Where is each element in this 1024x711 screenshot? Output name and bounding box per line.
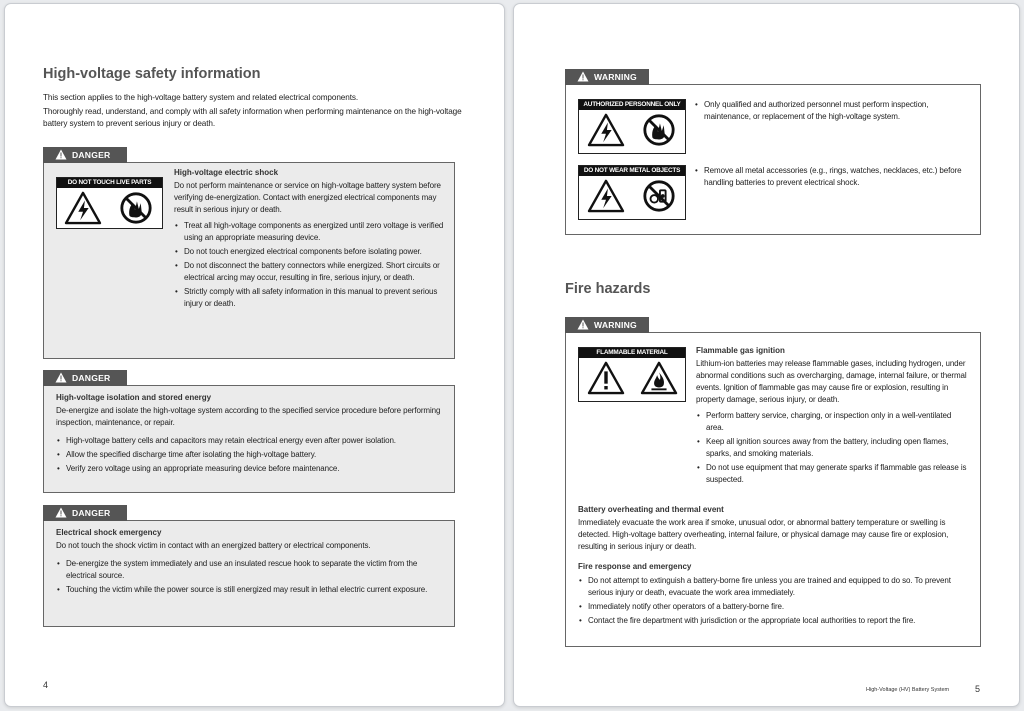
list-item: • Contact the fire department with jurisdiction or the appropriate local authorities to report the fire.: [578, 615, 968, 627]
list-item: • Do not use equipment that may generate sparks if flammable gas release is suspected.: [696, 462, 970, 486]
section-heading: High-voltage electric shock: [174, 168, 279, 177]
warning-label: WARNING: [594, 320, 637, 330]
list-item: • Allow the specified discharge time after isolating the high-voltage battery.: [56, 449, 442, 461]
high-voltage-icon: [587, 179, 625, 213]
warning-triangle-icon: [55, 372, 67, 383]
list-item: • Verify zero voltage using an appropriate measuring device before maintenance.: [56, 463, 442, 475]
safety-sign-no-touch: [56, 177, 163, 229]
danger-tab: [43, 505, 127, 521]
caution-exclamation-icon: [587, 361, 625, 395]
no-touch-icon: [117, 191, 155, 225]
section-heading: Flammable gas ignition: [696, 346, 785, 355]
danger-label: DANGER: [72, 150, 111, 160]
section-heading: Battery overheating and thermal event: [578, 505, 724, 514]
list-item: • Strictly comply with all safety information in this manual to prevent serious injury or death.: [174, 286, 444, 310]
warning-panel: [565, 333, 981, 647]
page-number: 4: [43, 680, 49, 690]
warning-box-fire: [565, 317, 981, 647]
danger-label: DANGER: [72, 373, 111, 383]
sign-header: AUTHORIZED PERSONNEL ONLY: [579, 100, 685, 110]
danger-panel: [43, 521, 455, 627]
list-item: • Remove all metal accessories (e.g., rings, watches, necklaces, etc.) before handling batteries to prevent electrical shock.: [694, 165, 966, 189]
warning-tab: [565, 69, 649, 85]
sign-header: DO NOT WEAR METAL OBJECTS: [579, 166, 685, 176]
danger-panel: [43, 386, 455, 493]
list-item: • High-voltage battery cells and capacitors may retain electrical energy even after power isolation.: [56, 435, 442, 447]
no-metal-objects-icon: [640, 179, 678, 213]
list-item: • Immediately notify other operators of a battery-borne fire.: [578, 601, 968, 613]
bullet-list: [56, 558, 442, 596]
high-voltage-icon: [64, 191, 102, 225]
intro-line-1: This section applies to the high-voltage battery system and related electrical components.: [43, 93, 359, 102]
bullet-list: [696, 410, 970, 486]
section-heading: High-voltage isolation and stored energy: [56, 393, 212, 402]
section-heading: Electrical shock emergency: [56, 528, 162, 537]
list-item: • Do not attempt to extinguish a battery-borne fire unless you are trained and equipped to do so. To prevent serious injury or death, evacuate the work area immediately.: [578, 575, 968, 599]
page-number: 5: [975, 684, 981, 694]
no-entry-icon: [640, 113, 678, 147]
section-text: Immediately evacuate the work area if smoke, unusual odor, or abnormal battery temperature or swelling is detected. High-voltage battery overheating, internal failure, or physical damage may cause fire or explosion, resulting in serious injury or death.: [578, 518, 949, 551]
warning-triangle-icon: [55, 149, 67, 160]
list-item: • De-energize the system immediately and use an insulated rescue hook to separate the victim from the electrical source.: [56, 558, 442, 582]
intro-line-2: Thoroughly read, understand, and comply with all safety information when performing maintenance on the high-voltage battery system to prevent serious injury or death.: [43, 107, 462, 128]
flammable-fire-icon: [640, 361, 678, 395]
warning-tab: [565, 317, 649, 333]
bullet-list: [578, 575, 968, 627]
warning-label: WARNING: [594, 72, 637, 82]
danger-label: DANGER: [72, 508, 111, 518]
section-text: Do not touch the shock victim in contact with an energized battery or electrical components.: [56, 541, 371, 550]
bullet-list: [694, 99, 966, 125]
safety-sign-flammable: [578, 347, 686, 402]
page-title: High-voltage safety information: [43, 66, 261, 82]
danger-tab: [43, 147, 127, 163]
list-item: • Do not touch energized electrical components before isolating power.: [174, 246, 444, 258]
list-item: • Keep all ignition sources away from the battery, including open flames, sparks, and smoking materials.: [696, 436, 970, 460]
list-item: • Perform battery service, charging, or inspection only in a well-ventilated area.: [696, 410, 970, 434]
list-item: • Touching the victim while the power source is still energized may result in lethal electric current exposure.: [56, 584, 442, 596]
warning-triangle-icon: [55, 507, 67, 518]
list-item: • Only qualified and authorized personnel must perform inspection, maintenance, or replacement of the high-voltage system.: [694, 99, 966, 123]
section-text: Lithium-ion batteries may release flammable gases, including hydrogen, under abnormal conditions such as overcharging, damage, internal failure, or thermal events. Ignition of flammable gas may cause fire or explosion, resulting in property damage, serious injury, or death.: [696, 359, 967, 404]
section-text: De-energize and isolate the high-voltage system according to the specified service procedure before performing inspection, maintenance, or repair.: [56, 406, 441, 427]
intro-text: [43, 92, 463, 132]
warning-panel: [565, 85, 981, 235]
safety-sign-authorized: [578, 99, 686, 154]
danger-box-emergency: [43, 505, 455, 627]
bullet-list: [56, 435, 442, 475]
warning-triangle-icon: [577, 319, 589, 330]
right-page: [513, 3, 1020, 707]
warning-triangle-icon: [577, 71, 589, 82]
danger-tab: [43, 370, 127, 386]
danger-panel: [43, 163, 455, 359]
section-text: Do not perform maintenance or service on high-voltage battery system before verifying de-energization. Contact with energized electrical components may result in serious injury or death.: [174, 181, 441, 214]
bullet-list: [174, 220, 444, 310]
section-heading: Fire response and emergency: [578, 562, 692, 571]
warning-box-personnel: [565, 69, 981, 235]
sign-header: DO NOT TOUCH LIVE PARTS: [57, 178, 162, 188]
danger-box-shock: [43, 147, 455, 359]
safety-sign-no-metal: [578, 165, 686, 220]
danger-box-isolation: [43, 370, 455, 493]
section-title-fire: Fire hazards: [565, 281, 651, 297]
left-page: [4, 3, 505, 707]
high-voltage-icon: [587, 113, 625, 147]
sign-header: FLAMMABLE MATERIAL: [579, 348, 685, 358]
footer-title: High-Voltage (HV) Battery System: [866, 687, 950, 693]
list-item: • Do not disconnect the battery connectors while energized. Short circuits or electrical arcing may occur, resulting in fire, serious injury, or death.: [174, 260, 444, 284]
list-item: • Treat all high-voltage components as energized until zero voltage is verified using an appropriate measuring device.: [174, 220, 444, 244]
bullet-list: [694, 165, 966, 191]
